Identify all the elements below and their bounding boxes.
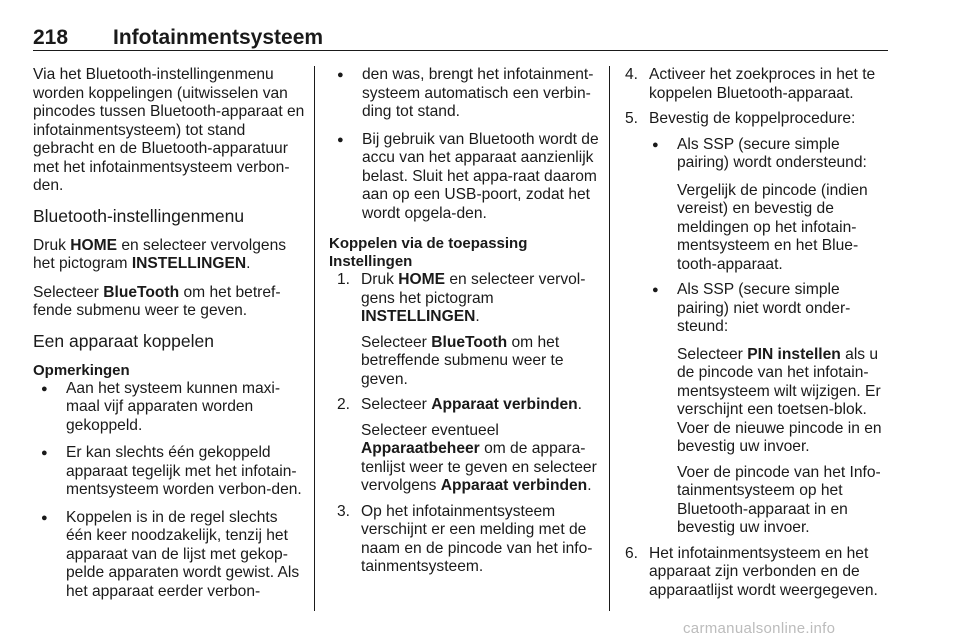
list-item-detail: Vergelijk de pincode (indien vereist) en bevestig de meldingen op het infotain-mentsysteem en het Blue-tooth-apparaat. xyxy=(677,181,868,273)
step-2-detail: Selecteer eventueel Apparaatbeheer om de appara-tenlijst weer te geven en selecteer vervolgens Apparaat verbinden. xyxy=(361,421,597,494)
paragraph: Selecteer BlueTooth om het betref-fende submenu weer te geven. xyxy=(33,283,281,319)
step-1: 1. Druk HOME en selecteer vervol-gens het pictogram INSTELLINGEN. xyxy=(337,271,586,325)
list-item: ● Als SSP (secure simple pairing) niet wordt onder-steund: xyxy=(625,281,890,337)
column-divider xyxy=(314,66,315,611)
column-2 xyxy=(329,66,599,584)
step-4: 4. Activeer het zoekproces in het te koppelen Bluetooth-apparaat. xyxy=(625,66,876,102)
page-title: Infotainmentsysteem xyxy=(113,26,324,49)
step-5: 5. Bevestig de koppelprocedure: xyxy=(625,110,856,127)
step-6: 6. Het infotainmentsysteem en het apparaat zijn verbonden en de apparaatlijst wordt weergegeven. xyxy=(625,544,878,599)
list-item: ● Als SSP (secure simple pairing) wordt ondersteund: xyxy=(625,136,890,173)
list-item: ● Er kan slechts één gekoppeld apparaat tegelijk met het infotain-mentsysteem worden verbon-den. xyxy=(33,444,305,500)
list-item: ● Koppelen is in de regel slechts één keer noodzakelijk, tenzij het apparaat van de lijst met gekop-pelde apparaten wordt gewist. Als het apparaat eerder verbon- xyxy=(33,509,305,602)
step-2: 2. Selecteer Apparaat verbinden. xyxy=(337,396,583,413)
column-1 xyxy=(33,66,305,610)
header-rule xyxy=(33,50,888,51)
list-item: ● Aan het systeem kunnen maxi-maal vijf apparaten worden gekoppeld. xyxy=(33,380,305,436)
list-item-detail: Selecteer PIN instellen als u de pincode van het infotain-mentsysteem wilt wijzigen. Er verschijnt een toetsen-blok. Voer de nieuwe pincode in en bevestig uw invoer. xyxy=(677,345,882,455)
heading-notes: Opmerkingen xyxy=(33,361,130,379)
heading-app: Koppelen via de toepassing Instellingen xyxy=(329,235,528,270)
step-3: 3. Op het infotainmentsysteem verschijnt er een melding met de naam en de pincode van het info-tainmentsysteem. xyxy=(337,502,593,575)
paragraph: Druk HOME en selecteer vervolgens het pictogram INSTELLINGEN. xyxy=(33,236,287,272)
column-divider xyxy=(609,66,610,611)
list-item: ● Bij gebruik van Bluetooth wordt de accu van het apparaat aanzienlijk belast. Sluit het appa-raat daarom aan op een USB-poort, zodat het wordt opgela-den. xyxy=(329,131,599,224)
list-item-detail: Voer de pincode van het Info-tainmentsysteem op het Bluetooth-apparaat in en bevestig uw invoer. xyxy=(677,463,881,536)
page-number: 218 xyxy=(33,26,69,49)
watermark: carmanualsonline.info xyxy=(683,620,836,637)
heading-bluetooth-menu: Bluetooth-instellingenmenu xyxy=(33,205,245,226)
intro-paragraph: Via het Bluetooth-instellingenmenu worden koppelingen (uitwisselen van pincodes tussen Bluetooth-apparaat en infotainmentsysteem) tot stand gebracht en de Bluetooth-apparatuur met het infotainmentsysteem verbon-den. xyxy=(33,66,305,194)
step-1-detail: Selecteer BlueTooth om het betreffende submenu weer te geven. xyxy=(361,333,564,388)
heading-pair-device: Een apparaat koppelen xyxy=(33,330,214,351)
list-item-continuation: ● den was, brengt het infotainment-systeem automatisch een verbin-ding tot stand. xyxy=(329,66,599,122)
column-3 xyxy=(625,66,890,607)
